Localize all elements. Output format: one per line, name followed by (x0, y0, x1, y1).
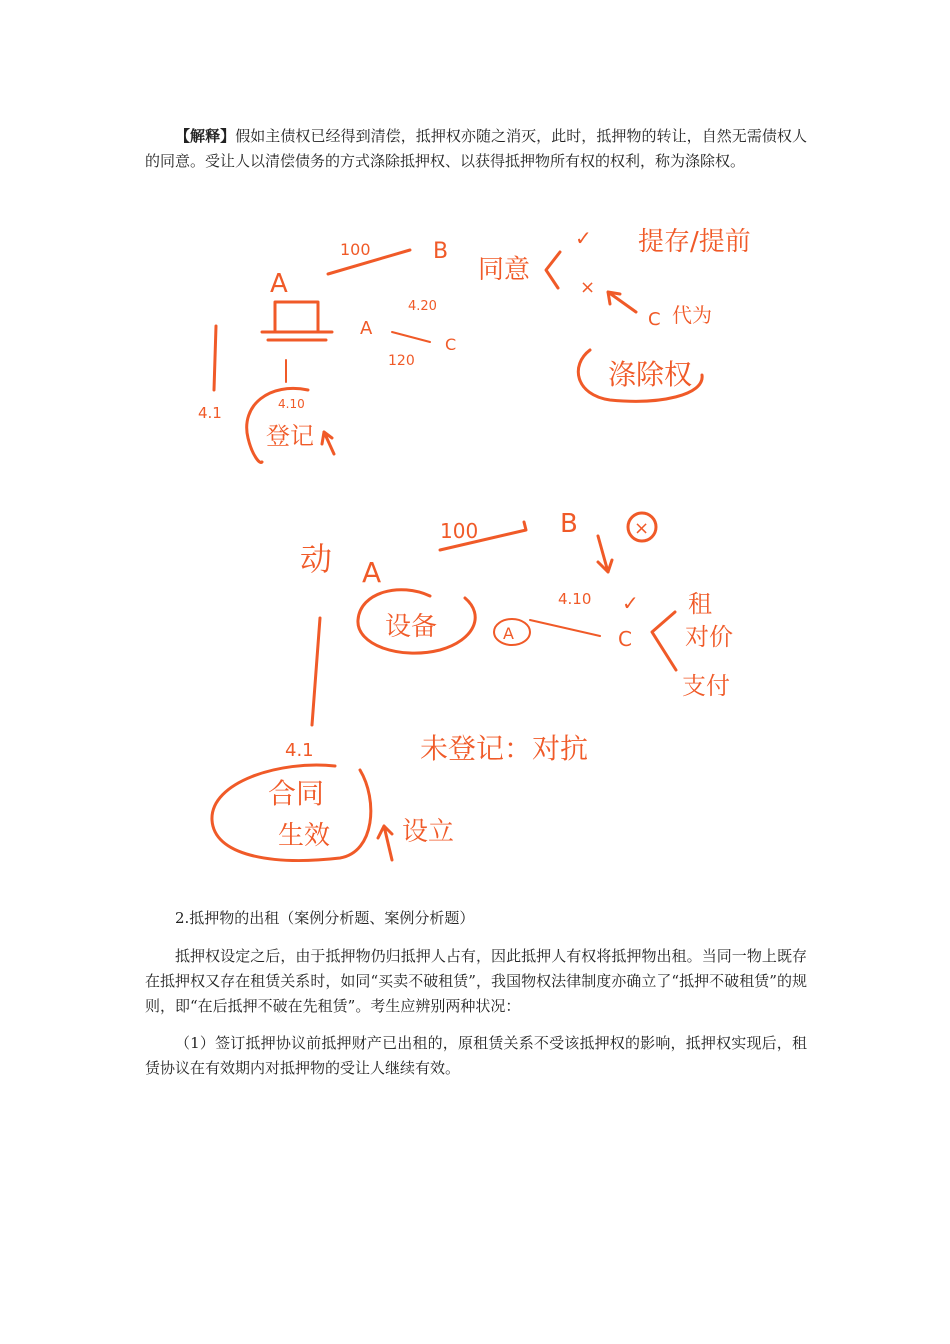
sketch-bottom-b: B (560, 509, 578, 539)
sketch-bottom-svg (190, 500, 770, 870)
sketch-bottom-movable: 动 (300, 540, 333, 578)
sketch-top-b: B (433, 239, 449, 264)
explanation-text: 假如主债权已经得到清偿，抵押权亦随之消灭，此时，抵押物的转让，自然无需债权人的同意。受让人以清偿债务的方式涤除抵押权、以获得抵押物所有权的权利，称为涤除权。 (145, 127, 807, 170)
sketch-bottom-amount-ab: 100 (440, 519, 479, 543)
sketch-top-arrow-c (608, 292, 636, 312)
sketch-bottom-branch2: 对价 (685, 623, 733, 651)
sketch-top-svg (190, 210, 770, 480)
sketch-top-a: A (270, 269, 288, 299)
section-heading: 2.抵押物的出租（案例分析题、案例分析题） (175, 909, 475, 927)
sketch-top-c-right: C (648, 309, 661, 330)
sketch-top-a-mid: A (360, 318, 373, 339)
sketch-bottom-date-41: 4.1 (285, 740, 314, 761)
sketch-top-c-mid: C (445, 335, 457, 354)
sketch-top-check: ✓ (575, 226, 592, 250)
sketch-bottom-b-arrow (598, 536, 612, 572)
sketch-top-vline (214, 326, 216, 390)
sketch-top-cross: × (580, 277, 596, 298)
sketch-bottom-a-inner: A (503, 624, 514, 643)
sketch-bottom-contract-line2: 生效 (278, 821, 331, 851)
sketch-bottom-date-410: 4.10 (558, 590, 592, 608)
sketch-top-amount-ab: 100 (340, 240, 371, 259)
sketch-bottom-branch (652, 612, 676, 670)
sketch-top-reg-arrow (322, 432, 334, 454)
sketch-bottom-establish-arrow (378, 826, 392, 860)
sketch-bottom-c: C (618, 627, 632, 651)
sketch-top-date-420: 4.20 (408, 299, 437, 314)
sketch-top-advance: 提存/提前 (638, 227, 751, 257)
sketch-bottom-a: A (362, 556, 382, 589)
sketch-lease (190, 500, 770, 870)
sketch-purge-right (190, 210, 770, 480)
section-body: 抵押权设定之后，由于抵押物仍归抵押人占有，因此抵押人有权将抵押物出租。当同一物上既存在抵押权又存在租赁关系时，如同“买卖不破租赁”，我国物权法律制度亦确立了“抵押不破租赁”的规则，即“在后抵押不破在先租赁”。考生应辨别两种状况： (145, 947, 807, 1015)
sketch-top-date-41: 4.1 (198, 404, 222, 422)
explanation-label: 【解释】 (175, 127, 236, 145)
sketch-top-house (262, 302, 332, 340)
sketch-bottom-branch1: 租 (688, 590, 712, 618)
sketch-bottom-equipment: 设备 (385, 612, 438, 642)
sketch-bottom-establish: 设立 (402, 817, 455, 847)
sketch-top-bracket (546, 252, 560, 288)
sketch-bottom-cross: × (634, 518, 650, 539)
sketch-bottom-contract-line1: 合同 (268, 777, 325, 810)
sketch-top-substitute: 代为 (672, 303, 712, 327)
sketch-top-amount-120: 120 (388, 353, 415, 369)
sketch-top-consent: 同意 (478, 255, 531, 285)
sketch-bottom-check: ✓ (622, 591, 639, 615)
sketch-bottom-branch3: 支付 (682, 672, 730, 700)
sketch-bottom-ac-line (530, 620, 600, 636)
sketch-top-date-410: 4.10 (278, 397, 305, 411)
sketch-top-purge-right: 涤除权 (608, 358, 693, 391)
sketch-top-ac-line (392, 332, 430, 342)
sketch-bottom-vline (312, 618, 320, 725)
sketch-bottom-unregistered: 未登记：对抗 (420, 732, 589, 765)
explanation-paragraph (145, 124, 807, 174)
section-item-1: （1）签订抵押协议前抵押财产已出租的，原租赁关系不受该抵押权的影响，抵押权实现后，租赁协议在有效期内对抵押物的受让人继续有效。 (145, 1034, 807, 1077)
sketch-top-registration: 登记 (266, 422, 314, 450)
